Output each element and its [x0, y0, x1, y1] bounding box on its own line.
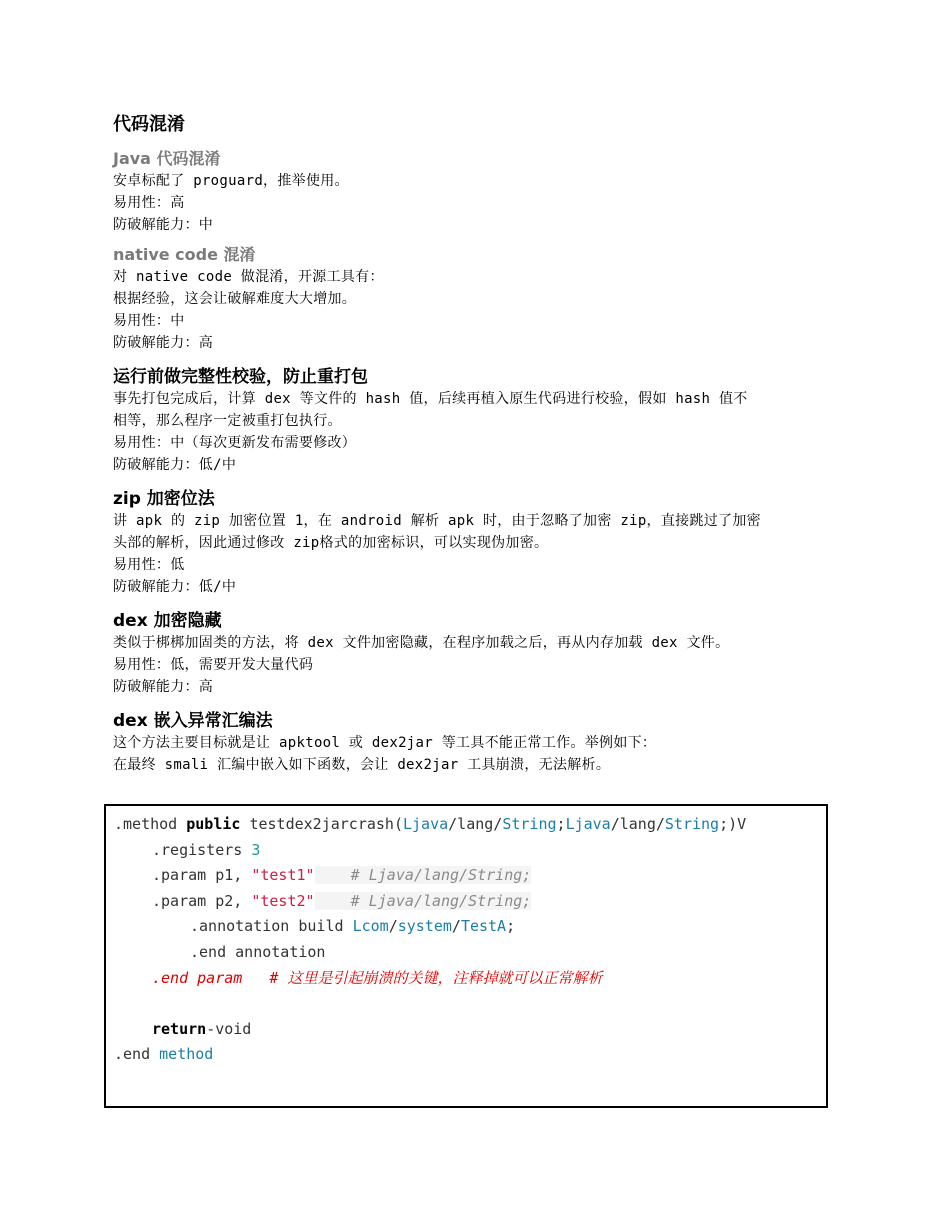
code-line — [114, 838, 746, 864]
code-line — [114, 889, 746, 915]
code-token: system — [397, 917, 452, 936]
code-token: .annotation build — [190, 917, 353, 936]
code-line — [114, 1042, 746, 1068]
section-java-obfuscation — [113, 148, 843, 236]
code-token: / — [388, 917, 398, 936]
section-line: 对 native code 做混淆，开源工具有： — [113, 269, 384, 285]
section-line: 易用性：低，需要开发大量代码 — [113, 657, 314, 673]
section-line: 易用性：中 — [113, 313, 185, 329]
code-token: ; — [556, 815, 566, 833]
section-dex-exception-asm — [113, 710, 843, 776]
code-token: ;)V — [719, 815, 747, 833]
code-token: / — [451, 917, 461, 936]
code-token: public — [186, 815, 241, 833]
section-line: 根据经验，这会让破解难度大大增加。 — [113, 291, 357, 307]
code-token: -void — [206, 1019, 252, 1038]
code-token: .param p2, — [152, 891, 252, 910]
code-block — [104, 804, 828, 1108]
section-heading: Java 代码混淆 — [113, 149, 221, 168]
section-line: 讲 apk 的 zip 加密位置 1，在 android 解析 apk 时，由于忽略了加密 zip，直接跳过了加密 — [113, 513, 761, 529]
section-line: 防破解能力：高 — [113, 335, 214, 351]
section-line: 头部的解析，因此通过修改 zip格式的加密标识，可以实现伪加密。 — [113, 535, 549, 551]
section-heading: zip 加密位法 — [113, 489, 215, 509]
code-token: .end param # — [152, 968, 288, 987]
code-token: "test2" — [251, 891, 315, 910]
code-token: testdex2jarcrash( — [240, 815, 403, 833]
page-title: 代码混淆 — [113, 114, 185, 135]
section-line: 相等，那么程序一定被重打包执行。 — [113, 413, 342, 429]
code-line — [114, 940, 746, 966]
section-line: 这个方法主要目标就是让 apktool 或 dex2jar 等工具不能正常工作。举例如下： — [113, 735, 657, 751]
code-token: return — [152, 1019, 207, 1038]
code-line — [114, 914, 746, 940]
document-page — [113, 112, 843, 784]
code-comment: # Ljava/lang/String; — [314, 891, 532, 910]
code-line-blank — [114, 991, 746, 1017]
code-token: .end annotation — [190, 942, 326, 961]
section-heading: dex 嵌入异常汇编法 — [113, 711, 273, 731]
section-line: 防破解能力：中 — [113, 217, 214, 233]
code-line — [114, 966, 746, 992]
section-line: 安卓标配了 proguard，推举使用。 — [113, 173, 349, 189]
code-token: TestA — [460, 917, 507, 936]
section-line: 类似于梆梆加固类的方法，将 dex 文件加密隐藏，在程序加载之后，再从内存加载 dex 文件。 — [113, 635, 730, 651]
code-token: .registers — [152, 840, 252, 859]
code-token: /lang/ — [448, 815, 503, 833]
code-comment: # Ljava/lang/String; — [314, 866, 532, 885]
section-integrity-check — [113, 366, 843, 476]
code-token: /lang/ — [610, 815, 665, 833]
code-line — [114, 812, 746, 838]
section-line: 在最终 smali 汇编中嵌入如下函数，会让 dex2jar 工具崩溃，无法解析。 — [113, 757, 611, 773]
section-line: 防破解能力：高 — [113, 679, 214, 695]
section-line: 事先打包完成后，计算 dex 等文件的 hash 值，后续再植入原生代码进行校验，假如 hash 值不 — [113, 391, 748, 407]
code-comment: 这里是引起崩溃的关键，注释掉就可以正常解析 — [287, 968, 603, 987]
section-zip-encrypt-bit — [113, 488, 843, 598]
code-line — [114, 1017, 746, 1043]
section-line: 防破解能力：低/中 — [113, 579, 237, 595]
code-token: 3 — [251, 840, 261, 859]
section-line: 易用性：中（每次更新发布需要修改） — [113, 435, 357, 451]
smali-code — [114, 812, 746, 1068]
code-line — [114, 863, 746, 889]
code-token: .end — [114, 1045, 160, 1064]
section-heading: native code 混淆 — [113, 245, 256, 264]
code-token: String — [664, 815, 720, 833]
section-line: 易用性：高 — [113, 195, 185, 211]
section-line: 易用性：低 — [113, 557, 185, 573]
code-token: ; — [506, 917, 516, 936]
code-token: .param p1, — [152, 866, 252, 885]
section-native-obfuscation — [113, 244, 843, 354]
section-line: 防破解能力：低/中 — [113, 457, 237, 473]
section-heading: dex 加密隐藏 — [113, 611, 222, 631]
code-token: Lcom — [352, 917, 389, 936]
section-dex-encrypt-hide — [113, 610, 843, 698]
code-token: "test1" — [251, 866, 315, 885]
code-token: method — [159, 1045, 214, 1064]
code-token: Ljava — [565, 815, 611, 833]
section-heading: 运行前做完整性校验，防止重打包 — [113, 367, 368, 387]
code-token: .method — [114, 815, 178, 833]
code-token: String — [502, 815, 557, 833]
code-token: Ljava — [403, 815, 449, 833]
